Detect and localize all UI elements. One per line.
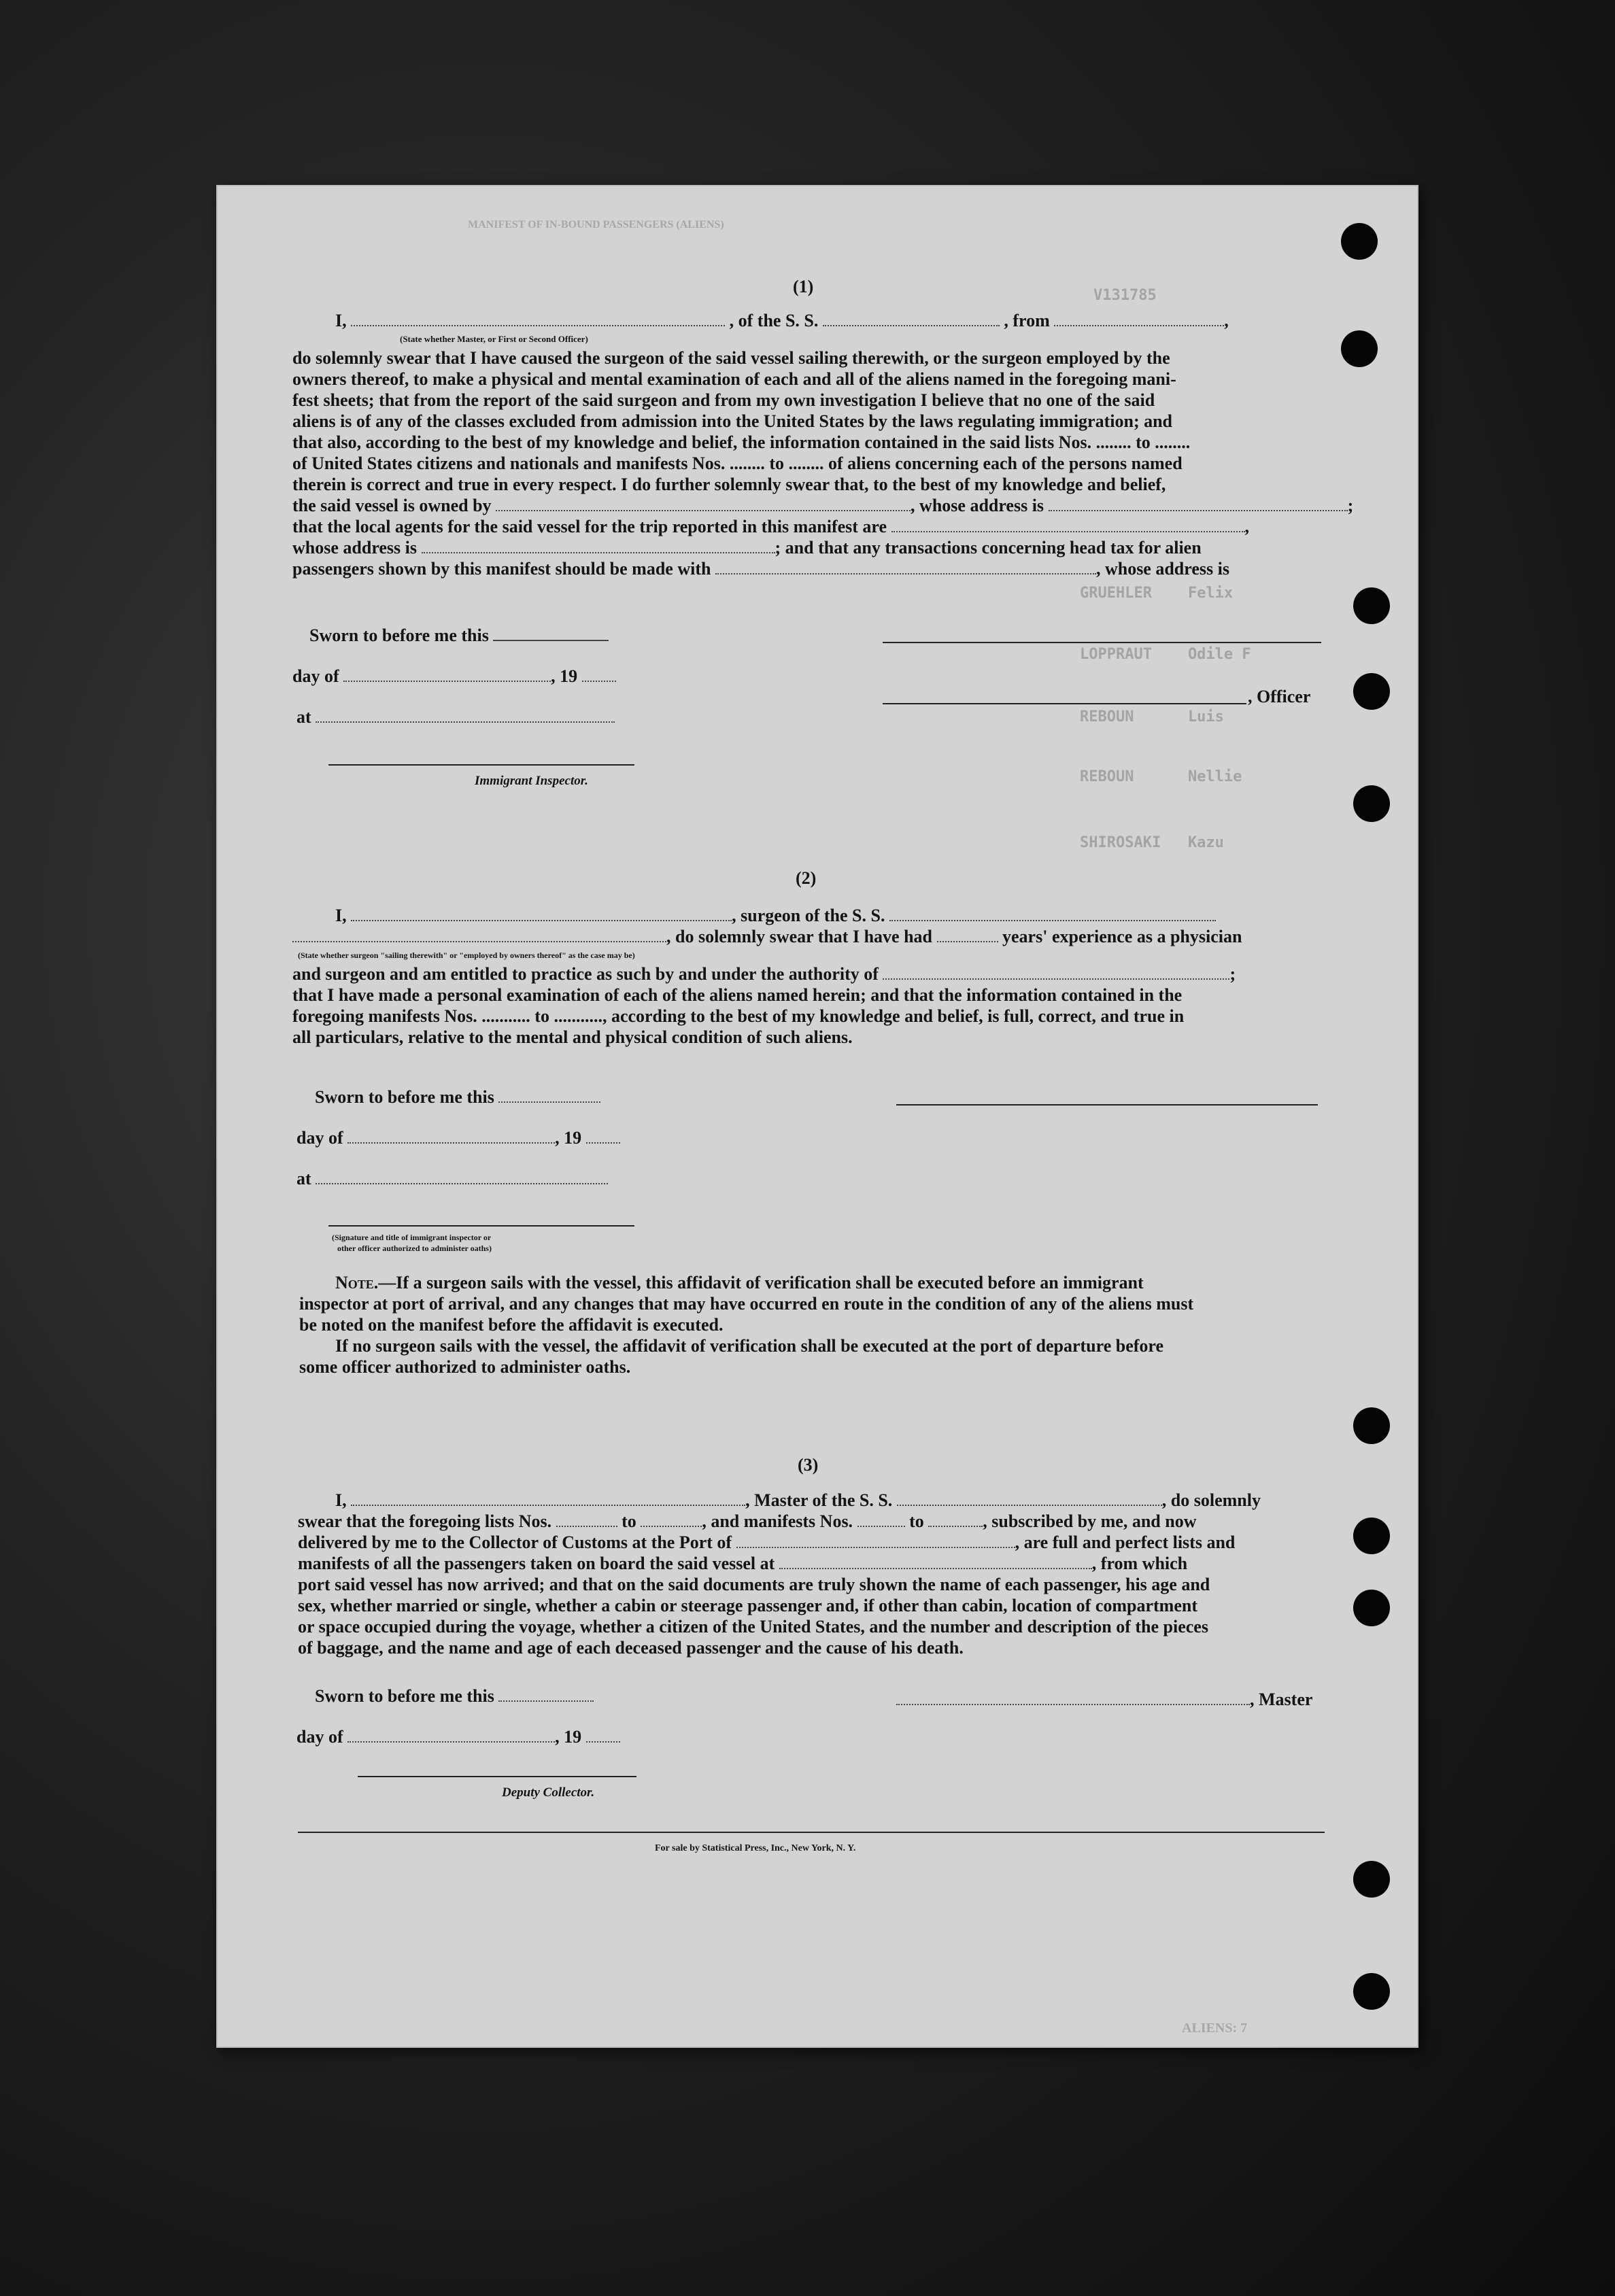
s3-lists-to-field[interactable] xyxy=(641,1513,702,1527)
s1-officer-caption: (State whether Master, or First or Second Officer) xyxy=(400,334,588,344)
s1-whose-address-label-2: whose address is xyxy=(292,538,418,558)
s1-from-field[interactable] xyxy=(1054,313,1224,326)
s2-entitled-label: and surgeon and am entitled to practice as such by and under the authority of xyxy=(292,964,879,984)
s3-port-field[interactable] xyxy=(736,1535,1015,1548)
s1-para-line-2: owners thereof, to make a physical and mental examination of each and all of the aliens named in the foregoing mani- xyxy=(292,369,1176,389)
s2-year-field[interactable] xyxy=(586,1130,620,1144)
section-2-heading: (2) xyxy=(796,868,817,888)
s1-passengers-line xyxy=(292,559,1229,579)
s1-agents-field[interactable] xyxy=(891,519,1245,532)
bleed-through-text: SHIROSAKI Kazu xyxy=(1080,834,1224,851)
s3-boarded-port-field[interactable] xyxy=(779,1556,1092,1569)
s3-day-line xyxy=(296,1727,620,1747)
s3-solemnly-label: , do solemnly xyxy=(1161,1490,1261,1510)
s2-day-label: day of xyxy=(296,1128,343,1148)
s1-head-tax-label: ; and that any transactions concerning head tax for alien xyxy=(775,538,1202,558)
note-line-3: be noted on the manifest before the affidavit is executed. xyxy=(299,1315,724,1335)
s1-i-label: I, xyxy=(335,311,347,330)
s3-master-line xyxy=(896,1690,1312,1710)
s3-port-label: delivered by me to the Collector of Customs at the Port of xyxy=(298,1532,732,1552)
bleed-through-text: REBOUN Luis xyxy=(1080,708,1224,725)
s2-sworn-date-field[interactable] xyxy=(498,1089,600,1103)
bleed-through-header: MANIFEST OF IN-BOUND PASSENGERS (ALIENS) xyxy=(468,219,724,230)
s1-at-line xyxy=(296,707,615,727)
s3-ship-field[interactable] xyxy=(897,1492,1162,1506)
s1-agent-address-line xyxy=(292,538,1202,558)
s2-para-line-2: foregoing manifests Nos. ........... to ..........., according to the best of my knowledge and belief, is full, correct, and true in xyxy=(292,1006,1185,1026)
s1-inspector-caption: Immigrant Inspector. xyxy=(475,774,588,788)
s2-authority-field[interactable] xyxy=(883,966,1229,980)
s1-at-label: at xyxy=(296,707,311,727)
s3-to-label-1: to xyxy=(622,1511,636,1531)
punch-hole xyxy=(1353,785,1390,822)
note-line-5: some officer authorized to administer oaths. xyxy=(299,1357,631,1377)
s1-line-i: I, , of the S. S. , from , xyxy=(335,311,1229,330)
s2-surgeon-of-label: , surgeon of the S. S. xyxy=(732,906,885,925)
s2-day-field[interactable] xyxy=(347,1130,555,1144)
punch-hole xyxy=(1353,1973,1390,2010)
punch-hole xyxy=(1353,673,1390,710)
s1-day-line xyxy=(292,666,616,687)
s1-head-tax-agent-field[interactable] xyxy=(715,561,1096,575)
s1-ship-field[interactable] xyxy=(823,313,1000,326)
s3-lists-from-field[interactable] xyxy=(556,1513,617,1527)
s1-sworn-label: Sworn to before me this xyxy=(309,626,489,645)
punch-hole xyxy=(1353,1407,1390,1444)
s1-day-field[interactable] xyxy=(343,668,551,682)
s3-day-field[interactable] xyxy=(347,1729,555,1743)
punch-hole xyxy=(1341,223,1378,260)
note-label: Note. xyxy=(335,1273,379,1292)
bleed-through-footer: ALIENS: 7 xyxy=(1182,2021,1248,2036)
s2-at-label: at xyxy=(296,1169,311,1188)
s2-sworn-label: Sworn to before me this xyxy=(315,1087,494,1107)
s3-from-which-label: , from which xyxy=(1091,1554,1188,1573)
s3-master-of-label: , Master of the S. S. xyxy=(745,1490,893,1510)
s1-officer-field[interactable] xyxy=(351,313,725,326)
s3-master-signature-field[interactable] xyxy=(896,1692,1250,1705)
s3-para-line-4: of baggage, and the name and age of each deceased passenger and the cause of his death. xyxy=(298,1638,964,1658)
s3-boarded-label: manifests of all the passengers taken on board the said vessel at xyxy=(298,1554,775,1573)
s1-para-line-6: of United States citizens and nationals and manifests Nos. ........ to ........ of aliens concerning each of the persons named xyxy=(292,453,1183,473)
section-1-heading: (1) xyxy=(793,277,814,296)
s2-para-line-1: that I have made a personal examination of each of the aliens named herein; and that the information contained in the xyxy=(292,985,1183,1005)
punch-hole xyxy=(1353,1518,1390,1554)
s1-para-line-3: fest sheets; that from the report of the said surgeon and from my own investigation I believe that no one of the said xyxy=(292,390,1155,410)
bleed-through-text: REBOUN Nellie xyxy=(1080,768,1242,785)
note-line-4: If no surgeon sails with the vessel, the affidavit of verification shall be executed at the port of departure before xyxy=(335,1336,1164,1356)
s1-sworn-date-field[interactable] xyxy=(493,628,609,641)
s3-sworn-label: Sworn to before me this xyxy=(315,1686,494,1706)
s1-officer-label: , Officer xyxy=(1248,687,1311,706)
s1-officer-signature-line[interactable] xyxy=(883,703,1246,704)
s1-para-line-1: do solemnly swear that I have caused the surgeon of the said vessel sailing therewith, or the surgeon employed by the xyxy=(292,348,1170,368)
s3-sworn-line xyxy=(315,1686,594,1707)
s2-status-field[interactable] xyxy=(292,929,666,942)
s3-collector-signature-line[interactable] xyxy=(358,1776,636,1777)
s2-year-label: , 19 xyxy=(555,1128,582,1148)
s1-para-line-5: that also, according to the best of my knowledge and belief, the information contained in the said lists Nos. ........ to ........ xyxy=(292,432,1191,452)
s2-years-label: years' experience as a physician xyxy=(1002,927,1242,946)
s1-of-ss-label: , of the S. S. xyxy=(729,311,819,330)
s3-sworn-date-field[interactable] xyxy=(498,1688,594,1702)
s2-line-i xyxy=(335,906,1216,926)
s3-master-name-field[interactable] xyxy=(351,1492,745,1506)
note-text-1: —If a surgeon sails with the vessel, this affidavit of verification shall be executed before an immigrant xyxy=(378,1273,1144,1292)
s1-owned-line: the said vessel is owned by , whose address is ; xyxy=(292,496,1354,515)
s3-day-label: day of xyxy=(296,1727,343,1747)
s1-passengers-label: passengers shown by this manifest should be made with xyxy=(292,559,711,579)
s2-para-line-3: all particulars, relative to the mental and physical condition of such aliens. xyxy=(292,1027,853,1047)
manifest-back-page xyxy=(216,185,1418,2048)
s3-master-label: , Master xyxy=(1250,1690,1313,1709)
s1-agent-address-field[interactable] xyxy=(422,540,775,553)
s2-at-field[interactable] xyxy=(316,1171,608,1184)
s2-years-field[interactable] xyxy=(937,929,998,942)
s2-ship-field[interactable] xyxy=(889,908,1216,921)
note-line-1 xyxy=(335,1273,1144,1293)
s2-at-line xyxy=(296,1169,608,1189)
s3-year-field[interactable] xyxy=(586,1729,620,1743)
s2-surgeon-signature-line[interactable] xyxy=(896,1104,1318,1106)
punch-hole xyxy=(1341,330,1378,367)
s2-swear-label: , do solemnly swear that I have had xyxy=(666,927,933,946)
s2-sig-caption-2: other officer authorized to administer oaths) xyxy=(337,1244,492,1253)
s3-line-3 xyxy=(298,1532,1235,1553)
s1-agents-label: that the local agents for the said vessel for the trip reported in this manifest are xyxy=(292,517,887,536)
s1-para-line-7: therein is correct and true in every respect. I do further solemnly swear that, to the best of my knowledge and belief, xyxy=(292,475,1166,494)
s3-line-1 xyxy=(335,1490,1261,1511)
s1-inspector-signature-line[interactable] xyxy=(328,764,634,766)
s1-para-line-4: aliens is of any of the classes excluded from admission into the United States by the laws regulating immigration; and xyxy=(292,411,1173,431)
footer-divider xyxy=(298,1832,1325,1833)
bleed-through-text: GRUEHLER Felix xyxy=(1080,585,1234,602)
s1-sworn-line xyxy=(309,626,609,646)
s1-from-label: , from xyxy=(1004,311,1050,330)
s2-inspector-signature-line[interactable] xyxy=(328,1225,634,1227)
s3-year-label: , 19 xyxy=(555,1727,582,1747)
s2-sig-caption-1: (Signature and title of immigrant inspector or xyxy=(332,1233,492,1242)
s1-at-field[interactable] xyxy=(316,709,615,723)
section-3-heading: (3) xyxy=(798,1455,819,1475)
s3-subscribed-label: , subscribed by me, and now xyxy=(983,1511,1197,1531)
s3-manifests-to-field[interactable] xyxy=(928,1513,983,1527)
s3-para-line-2: sex, whether married or single, whether a cabin or steerage passenger and, if other than cabin, location of compartment xyxy=(298,1596,1197,1615)
s1-owned-label: the said vessel is owned by xyxy=(292,496,492,515)
bleed-through-text: V131785 xyxy=(1093,287,1157,304)
printer-credit: For sale by Statistical Press, Inc., New York, N. Y. xyxy=(655,1843,856,1853)
punch-hole xyxy=(1353,1861,1390,1898)
s2-swear-line xyxy=(292,927,1242,947)
s1-year-label: , 19 xyxy=(551,666,578,686)
s2-surgeon-name-field[interactable] xyxy=(351,908,732,921)
s3-para-line-1: port said vessel has now arrived; and that on the said documents are truly shown the name of each passenger, his age and xyxy=(298,1575,1210,1594)
s1-day-label: day of xyxy=(292,666,339,686)
s3-collector-caption: Deputy Collector. xyxy=(502,1785,595,1800)
s1-owner-field[interactable] xyxy=(496,498,911,511)
punch-hole xyxy=(1353,1590,1390,1626)
note-line-2: inspector at port of arrival, and any changes that may have occurred en route in the condition of any of the aliens must xyxy=(299,1294,1194,1314)
s1-year-field[interactable] xyxy=(582,668,616,682)
s1-address-continuation-line[interactable] xyxy=(883,642,1321,643)
s3-line-2 xyxy=(298,1511,1196,1532)
punch-hole xyxy=(1353,587,1390,624)
s2-sworn-line xyxy=(315,1087,600,1108)
s3-to-label-2: to xyxy=(909,1511,924,1531)
bleed-through-text: LOPPRAUT Odile F xyxy=(1080,646,1251,663)
s3-manifests-from-field[interactable] xyxy=(857,1513,905,1527)
s2-day-line xyxy=(296,1128,620,1148)
s1-owner-address-field[interactable] xyxy=(1049,498,1348,511)
s3-para-line-3: or space occupied during the voyage, whether a citizen of the United States, and the number and description of the pieces xyxy=(298,1617,1208,1637)
s3-line-4 xyxy=(298,1554,1187,1574)
s1-agents-line: that the local agents for the said vessel for the trip reported in this manifest are , xyxy=(292,517,1250,536)
s2-entitled-line: and surgeon and am entitled to practice as such by and under the authority of ; xyxy=(292,964,1236,984)
s3-perfect-lists-label: , are full and perfect lists and xyxy=(1015,1532,1236,1552)
s3-lists-label: swear that the foregoing lists Nos. xyxy=(298,1511,552,1531)
s3-manifests-label: , and manifests Nos. xyxy=(702,1511,853,1531)
s2-i-label: I, xyxy=(335,906,347,925)
s1-whose-address-label: , whose address is xyxy=(911,496,1044,515)
s2-caption: (State whether surgeon "sailing therewith" or "employed by owners thereof" as the case may be) xyxy=(298,950,635,960)
s1-whose-address-label-3: , whose address is xyxy=(1095,559,1229,579)
s3-i-label: I, xyxy=(335,1490,347,1510)
